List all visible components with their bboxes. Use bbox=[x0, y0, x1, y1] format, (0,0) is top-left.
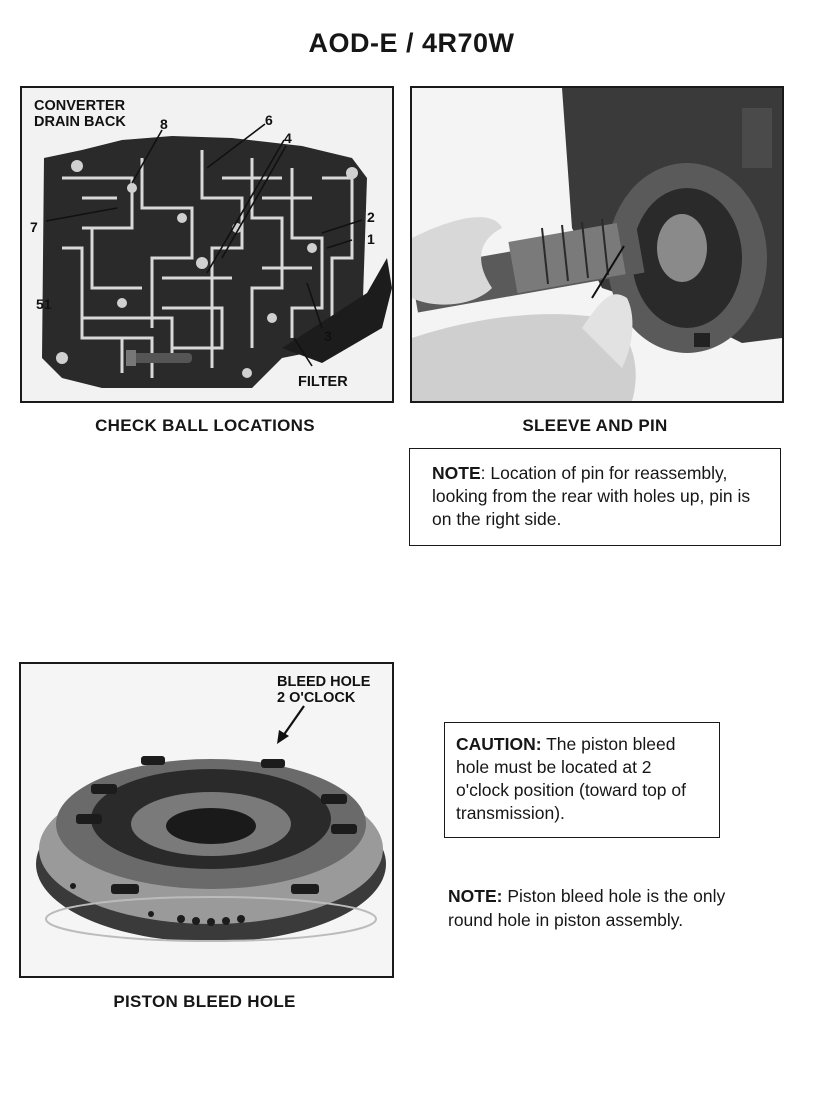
piston-caption: PISTON BLEED HOLE bbox=[113, 992, 296, 1011]
ball-number-8: 8 bbox=[160, 116, 168, 132]
piston-note-label: NOTE: bbox=[448, 886, 503, 906]
converter-callout-line1: CONVERTER bbox=[34, 98, 126, 114]
piston-note bbox=[448, 885, 738, 932]
ball-number-6: 6 bbox=[265, 112, 273, 128]
caution-label: CAUTION: bbox=[456, 734, 542, 754]
ball-number-1: 1 bbox=[367, 231, 375, 247]
check-ball-caption: CHECK BALL LOCATIONS bbox=[95, 416, 315, 435]
piston-photo bbox=[19, 662, 394, 978]
sleeve-note-label: NOTE bbox=[432, 463, 481, 483]
converter-callout-line2: DRAIN BACK bbox=[34, 114, 126, 130]
sleeve-note-box bbox=[409, 448, 781, 546]
bleed-hole-callout bbox=[277, 674, 370, 706]
valve-body-illustration bbox=[22, 88, 392, 401]
sleeve-note-text: : Location of pin for reassembly, looking from the rear with holes up, pin is on the right side. bbox=[432, 463, 751, 529]
check-ball-photo bbox=[20, 86, 394, 403]
converter-drain-back-callout bbox=[34, 98, 126, 130]
filter-callout: FILTER bbox=[298, 374, 348, 390]
ball-number-51: 51 bbox=[36, 296, 52, 312]
bleed-hole-callout-line1: BLEED HOLE bbox=[277, 674, 371, 690]
sleeve-pin-illustration bbox=[412, 88, 782, 401]
piston-note-text: Piston bleed hole is the only round hole in piston assembly. bbox=[448, 886, 726, 930]
page-title: AOD-E / 4R70W bbox=[308, 28, 515, 58]
bleed-hole-callout-line2: 2 O'CLOCK bbox=[277, 690, 356, 706]
ball-number-4: 4 bbox=[284, 130, 292, 146]
caution-text: The piston bleed hole must be located at 2 o'clock position (toward top of transmission). bbox=[456, 734, 686, 823]
sleeve-pin-photo bbox=[410, 86, 784, 403]
ball-number-3: 3 bbox=[324, 328, 332, 344]
piston-illustration bbox=[21, 664, 392, 976]
sleeve-pin-caption: SLEEVE AND PIN bbox=[522, 416, 668, 435]
ball-number-7: 7 bbox=[30, 219, 38, 235]
ball-number-2: 2 bbox=[367, 209, 375, 225]
caution-box bbox=[444, 722, 720, 838]
